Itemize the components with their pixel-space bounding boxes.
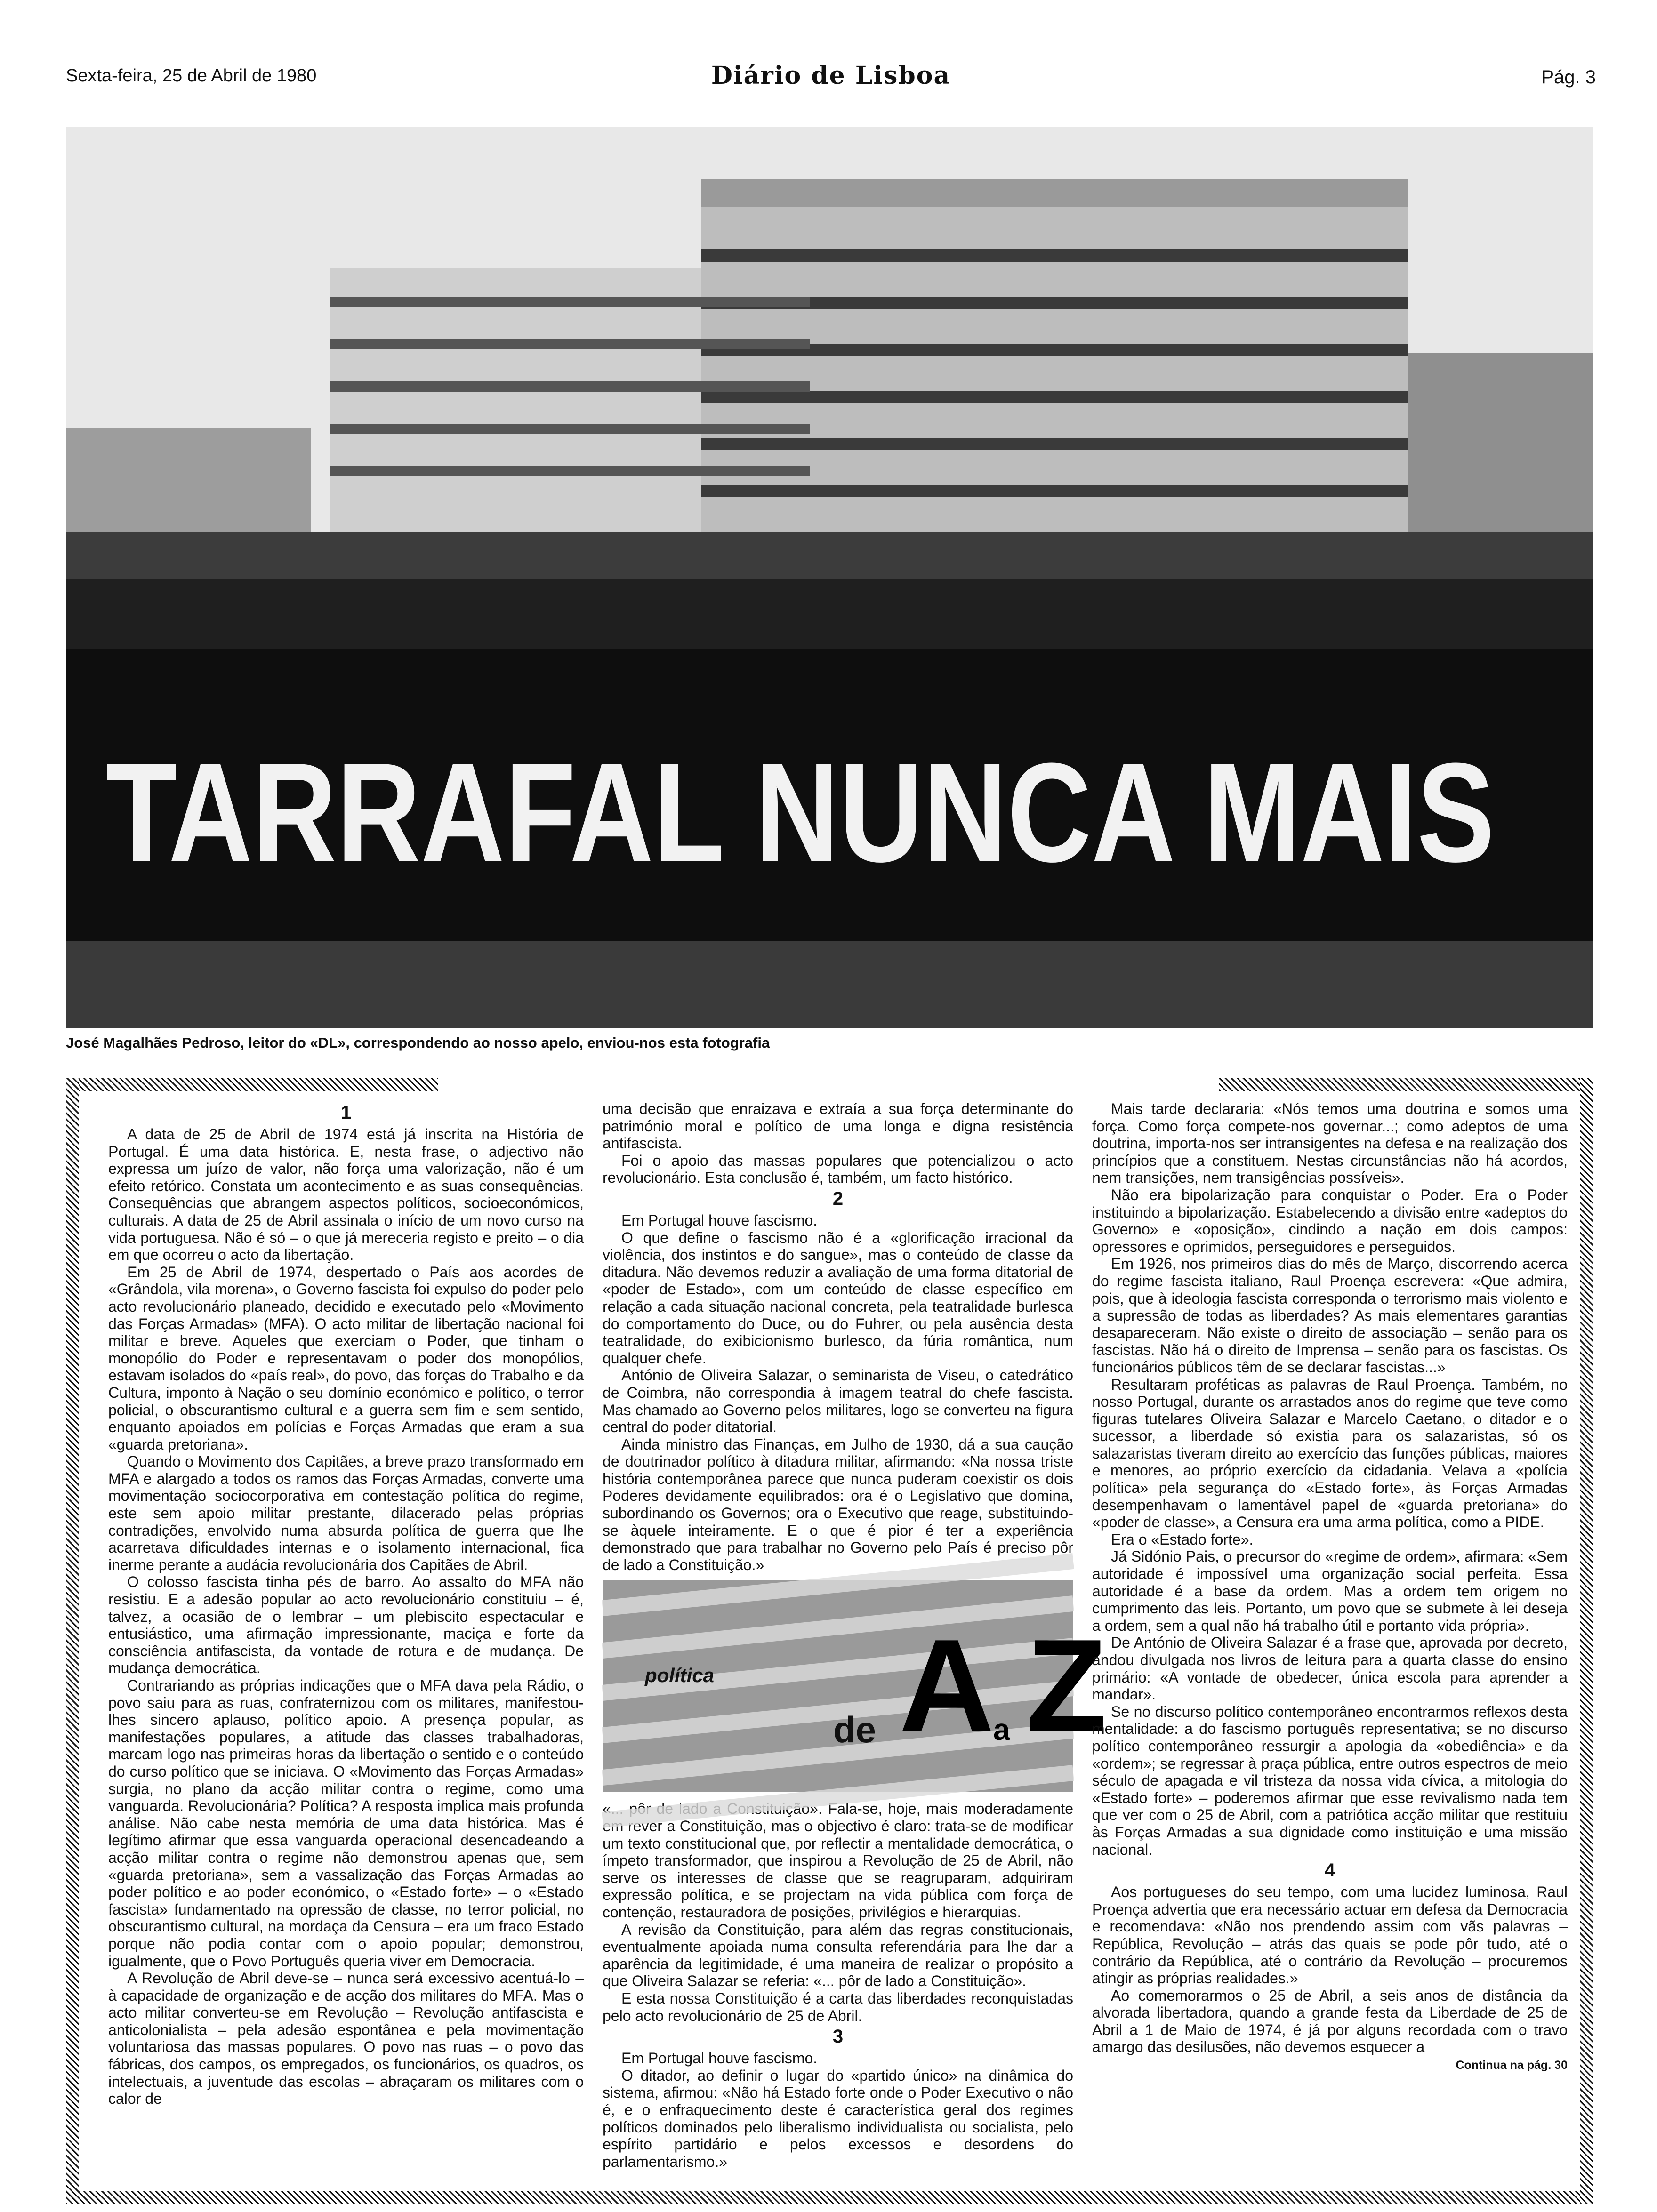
banner-text: TARRAFAL NUNCA MAIS xyxy=(106,733,1495,891)
paragraph: Em Portugal houve fascismo. xyxy=(621,1211,818,1229)
politica-de-a-a-z-box xyxy=(603,1580,1107,1792)
paragraph: Já Sidónio Pais, o precursor do «regime de ordem», afirmara: «Sem autoridade é impossível uma organização social perfeita. Essa autoridade é a base da ordem. Mas a ordem tem origem no cumprimento das leis. Portanto, um povo que se submete à lei deseja a ordem, sem a qual não há trabalho útil e portanto vida própria». xyxy=(1092,1548,1568,1634)
masthead: Diário de Lisboa xyxy=(711,61,951,90)
section-number-2: 2 xyxy=(832,1188,844,1209)
paragraph: uma decisão que enraizava e extraía a sua força determinante do património moral e político de uma longa e digna resistência antifascista. xyxy=(603,1100,1073,1152)
paragraph: O ditador, ao definir o lugar do «partido único» na dinâmica do sistema, afirmou: «Não há Estado forte onde o Poder Executivo o não é, e o enfraquecimento deste é característica geral dos regimes políticos dominados pelo liberalismo individualista ou socialista, pelo espírito partidário e pelos excessos e desordens do parlamentarismo.» xyxy=(603,2067,1073,2170)
paragraph: De António de Oliveira Salazar é a frase que, aprovada por decreto, andou divulgada nos livros de leitura para a quarta classe do ensino primário: «A vontade de obedecer, única escola para aprender a mandar». xyxy=(1092,1634,1568,1703)
continued-note: Continua na pág. 30 xyxy=(1456,2059,1568,2072)
paragraph: Era o «Estado forte». xyxy=(1111,1531,1254,1548)
paragraph: Se no discurso político contemporâneo encontrarmos reflexos desta mentalidade: a do fascismo português representativa; se no discurso político contemporâneo ressurgir a apologia da «obediência» e da «ordem»; se regressar à praça pública, entre outros espectros de meio século de apagada e vil tristeza da nossa vida cívica, a mitologia do «Estado forte» – poderemos afirmar que esse revivalismo nada tem que ver com o 25 de Abril, com a patriótica acção militar que restituiu às Forças Armadas a sua dignidade como instituição e uma missão nacional. xyxy=(1092,1703,1568,1858)
paragraph: O colosso fascista tinha pés de barro. Ao assalto do MFA não resistiu. E a adesão popular ao acto revolucionário constituiu – é, talvez, a ocasião de o lembrar – um plebiscito espectacular e entusiástico, uma afirmação impressionante, maciça e forte da consciência antifascista, da vontade de rotura e de mudança. De mudança democrática. xyxy=(108,1573,584,1677)
paragraph: Quando o Movimento dos Capitães, a breve prazo transformado em MFA e alargado a todos os ramos das Forças Armadas, converte uma movimentação sociocorporativa em contestação política do regime, este sem apoio militar prestante, dilacerado pelas próprias contradições, envolvido numa absurda política de guerra que lhe acarretava dificuldades internas e o isolamento internacional, fica inerme perante a audácia revolucionária dos Capitães de Abril. xyxy=(108,1453,584,1573)
hatch-bottom xyxy=(66,2191,1593,2204)
paragraph: A revisão da Constituição, para além das regras constitucionais, eventualmente apoiada numa consulta referendária para lhe dar a aparência da legitimidade, é uma maneira de realizar o propósito a que Oliveira Salazar se referia: «... pôr de lado a Constituição». xyxy=(603,1921,1073,1990)
paragraph: Contrariando as próprias indicações que o MFA dava pela Rádio, o povo saiu para as ruas, confraternizou com os militares, manifestou-lhes sincero aplauso, político apoio. A presença popular, as manifestações populares, a atitude das classes trabalhadoras, marcam logo nas primeiras horas da libertação o sentido e o conteúdo do curso político que se iniciava. O «Movimento das Forças Armadas» surgia, no plano da acção militar contra o regime, como uma vanguarda. Revolucionária? Política? A resposta implica mais profunda análise. Não cabe nesta memória de uma data histórica. Mas é legítimo afirmar que essa vanguarda operacional desencadeando a acção militar contra o regime não demonstrou apenas que, sem «guarda pretoriana», sem a vassalização das Forças Armadas ao poder político e ao poder económico, o «Estado forte» – o «Estado fascista» fundamentado na opressão de classe, no terror policial, no obscurantismo cultural, na mordaça da Censura – era um fraco Estado porque não podia contar com o apoio popular; demonstrou, igualmente, que o Povo Português queria viver em Democracia. xyxy=(108,1677,584,1970)
article-column-2 xyxy=(603,1100,1107,2170)
paragraph: António de Oliveira Salazar, o seminarista de Viseu, o catedrático de Coimbra, não correspondia à imagem teatral do chefe fascista. Mas chamado ao Governo pelos militares, logo se converteu na figura central do poder ditatorial. xyxy=(603,1367,1073,1436)
paragraph: E esta nossa Constituição é a carta das liberdades reconquistadas pelo acto revolucionário de 25 de Abril. xyxy=(603,1989,1073,2024)
paragraph: Em 25 de Abril de 1974, despertado o País aos acordes de «Grândola, vila morena», o Governo fascista foi expulso do poder pelo acto revolucionário planeado, decidido e executado pelo «Movimento das Forças Armadas» (MFA). O acto militar de libertação nacional foi militar e breve. Aqueles que exerciam o Poder, que tinham o monopólio do Poder e representavam o poder dos monopólios, estavam isolados do «país real», do povo, das forças do Trabalho e da Cultura, imponto à Nação o seu domínio económico e político, o terror policial, o obscurantismo cultural e a guerra sem fim e sem sentido, enquanto apoiados em polícias e Forças Armadas que eram a sua «guarda pretoriana». xyxy=(108,1263,584,1453)
article-frame xyxy=(66,1078,1593,2207)
protest-photo xyxy=(66,127,1593,1028)
paragraph: Mais tarde declararia: «Nós temos uma doutrina e somos uma força. Como força compete-nos governar...; como adeptos de uma doutrina, importa-nos ser intransigentes na defesa e na realização dos princípios que a constituem. Nestas circunstâncias não há acordos, nem transições, nem transigências possíveis». xyxy=(1092,1100,1568,1186)
paragraph: Ainda ministro das Finanças, em Julho de 1930, dá a sua caução de doutrinador político à ditadura militar, afirmando: «Na nossa triste história contemporânea parece que nunca puderam coexistir os dois Poderes devidamente equilibrados: ora é o Legislativo que domina, subordinando os Governos; ora o Executivo que reage, substituindo-se àquele inteiramente. E o que é pior é ter a experiência demonstrado que para trabalhar no Governo pelo País é preciso pôr de lado a Constituição.» xyxy=(603,1435,1073,1573)
hatch-left xyxy=(66,1078,79,2204)
hatch-top-right xyxy=(1219,1078,1593,1091)
hatch-right xyxy=(1580,1078,1593,2204)
paragraph: A Revolução de Abril deve-se – nunca será excessivo acentuá-lo – à capacidade de organização e de acção dos militares do MFA. Mas o acto militar converteu-se em Revolução – Revolução antifascista e anticolonialista – pela adesão espontânea e pela movimentação voluntariosa das massas populares. O povo nas ruas – o povo das fábricas, dos campos, os empregados, os funcionários, os quadros, os intelectuais, a juventude das escolas – abraçaram os militares com o calor de xyxy=(108,1970,584,2108)
protest-photo-drawing xyxy=(66,127,1593,1028)
article-column-3 xyxy=(1092,1100,1568,2074)
paragraph: A data de 25 de Abril de 1974 está já inscrita na História de Portugal. É uma data histórica. E, nesta frase, o adjectivo não expressa um juízo de valor, não força uma valorização, não é um efeito retórico. Constata um acontecimento e as suas consequências. Consequências que abrangem aspectos políticos, socioeconómicos, culturais. A data de 25 de Abril assinala o início de um novo curso na vida portuguesa. Não é só – o que já mereceria registo e preito – o dia em que ocorreu o acto da libertação. xyxy=(108,1126,584,1264)
paragraph: Em Portugal houve fascismo. xyxy=(621,2050,818,2067)
paragraph: Foi o apoio das massas populares que potencializou o acto revolucionário. Esta conclusão é, também, um facto histórico. xyxy=(603,1152,1073,1186)
article-column-1 xyxy=(108,1100,584,2108)
paragraph: Ao comemorarmos o 25 de Abril, a seis anos de distância da alvorada libertadora, quando a grande festa da Liberdade de 25 de Abril a 1 de Maio de 1974, é já por alguns recordada com o travo amargo das desilusões, não devemos esquecer a xyxy=(1092,1987,1568,2056)
paragraph: O que define o fascismo não é a «glorificação irracional da violência, dos instintos e do sangue», mas o conteúdo de classe da ditadura. Não devemos reduzir a avaliação de uma forma ditatorial de «poder de Estado», com um conteúdo de classe específico em relação a cada situação nacional concreta, pela teatralidade burlesca do comportamento do Duce, ou do Fuhrer, ou pela ausência desta teatralidade, do exibicionismo burlesco, da fúria romântica, num qualquer chefe. xyxy=(603,1229,1073,1367)
paragraph: Não era bipolarização para conquistar o Poder. Era o Poder instituindo a bipolarização. Estabelecendo a divisão entre «adeptos do Governo» e «oposição», cindindo a nação em dois campos: opressores e oprimidos, perseguidores e perseguidos. xyxy=(1092,1186,1568,1255)
box-letter-z: Z xyxy=(1026,1612,1107,1760)
issue-date: Sexta-feira, 25 de Abril de 1980 xyxy=(66,66,317,86)
hatch-top-left xyxy=(66,1078,438,1091)
paragraph: Aos portugueses do seu tempo, com uma lucidez luminosa, Raul Proença advertia que era necessário actuar em defesa da Democracia e recomendava: «Não nos prendendo assim com vãs palavras – República, Revolução – atrás das quais se pode pôr tudo, até o contrário da República, até o contrário da Revolução – procuremos atingir as próprias realidades.» xyxy=(1092,1883,1568,1987)
photo-caption: José Magalhães Pedroso, leitor do «DL», correspondendo ao nosso apelo, enviou-nos esta fotografia xyxy=(66,1034,770,1051)
section-number-1: 1 xyxy=(340,1102,352,1123)
page-number: Pág. 3 xyxy=(1541,67,1596,88)
paragraph: «... pôr de lado a Constituição». Fala-se, hoje, mais moderadamente em rever a Constituição, mas o objectivo é claro: trata-se de modificar um texto constitucional que, por reflectir a mentalidade democrática, o ímpeto transformador, que inspirou a Revolução de 25 de Abril, não serve os interesses de classe que se reagruparam, adquiriram expressão política, e se projectam na vida pública com força de contenção, restauradora de posições, privilégios e hierarquias. xyxy=(603,1800,1073,1921)
box-a: a xyxy=(993,1713,1010,1747)
box-word: política xyxy=(645,1664,715,1687)
page-header xyxy=(66,61,1596,99)
box-letter-a: A xyxy=(899,1612,995,1760)
paragraph: Resultaram proféticas as palavras de Raul Proença. Também, no nosso Portugal, durante os arrastados anos do regime que teve como figuras tutelares Oliveira Salazar e Marcelo Caetano, o ditador e o sucessor, a liberdade só existia para os salazaristas, só os salazaristas tiveram direito ao exercício das funções públicas, maiores e menores, ao próprio exercício da cidadania. Velava a «polícia política» pela segurança do «Estado forte», às Forças Armadas desempenhavam o lamentável papel de «guarda pretoriana» do «poder de classe», a Censura era uma arma política, como a PIDE. xyxy=(1092,1376,1568,1531)
section-number-4: 4 xyxy=(1324,1860,1335,1881)
paragraph: Em 1926, nos primeiros dias do mês de Março, discorrendo acerca do regime fascista italiano, Raul Proença escrevera: «Que admira, pois, que à ideologia fascista corresponda o terrorismo mais violento e a supressão de todas as liberdades? As mais elementares garantias desapareceram. Não existe o direito de associação – senão para os fascistas. Não há o direito de Imprensa – senão para os fascistas. Os funcionários públicos têm de se declarar fascistas...» xyxy=(1092,1255,1568,1376)
box-de: de xyxy=(833,1709,877,1751)
section-number-3: 3 xyxy=(832,2026,844,2047)
